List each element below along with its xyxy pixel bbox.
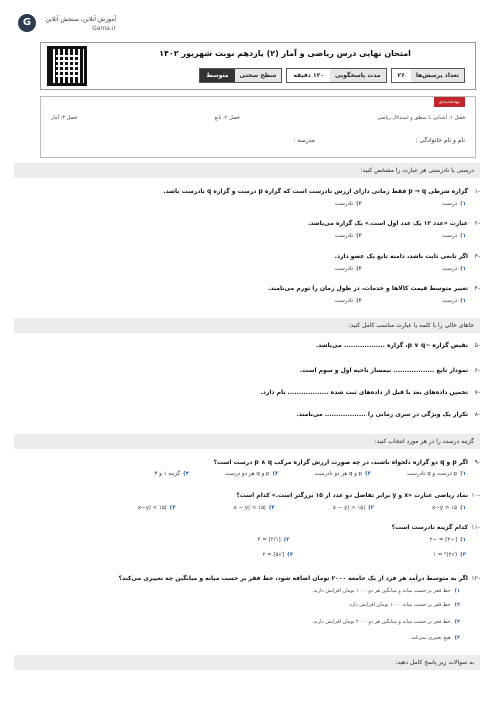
- option-1[interactable]: ۱) [−۲] = −۲: [429, 537, 466, 543]
- budget-info: [40, 96, 476, 158]
- question-text: کدام گزینه نادرست است؟: [391, 524, 468, 531]
- options: [335, 233, 466, 239]
- meta-difficulty: [199, 68, 282, 83]
- question-text: نماد ریاضی عبارت «x و y برابر تفاضل دو عدد از ۱۵ بزرگتر است.» کدام است؟: [236, 492, 468, 499]
- chapter-list: [51, 115, 465, 121]
- option-1[interactable]: ۱) خط فقر بر حسب میانه و میانگین هر دو ۱۰۰۰ تومان افزایش دارند.: [312, 588, 460, 594]
- meta-question-count: [391, 68, 465, 83]
- section-true-false: درستی یا نادرستی هر عبارت را مشخص کنید:: [14, 163, 480, 178]
- options-row-1: [258, 537, 466, 543]
- brand-tagline: آموزش آنلاین، سنجش آنلاین: [45, 16, 116, 23]
- option-1[interactable]: ۱) p درست و q نادرست: [407, 471, 466, 477]
- question-10: [14, 492, 480, 518]
- option-4[interactable]: ۴) گزینه ۱ و ۳: [154, 471, 189, 477]
- option-4[interactable]: ۴) [√۵] = ۲: [262, 552, 294, 558]
- question-number: -۲: [474, 220, 480, 227]
- qr-code-icon[interactable]: [47, 46, 87, 86]
- option-3[interactable]: ۳) |x − y| < ۱۵: [233, 505, 275, 511]
- student-info: [51, 137, 465, 144]
- question-text: تخمین داده‌های بعد یا قبل از داده‌های ثبت شده .................. نام دارد.: [260, 389, 468, 396]
- options: [154, 471, 466, 477]
- question-number: -۷: [474, 389, 480, 396]
- option-1[interactable]: ۱) درست: [442, 266, 466, 272]
- option-2[interactable]: ۲) [۲/۱] = ۲: [257, 537, 290, 543]
- option-2[interactable]: ۲) نادرست: [334, 266, 362, 272]
- question-6: [14, 367, 480, 379]
- gama-logo-icon: G: [18, 14, 36, 32]
- option-4[interactable]: ۴) |x−y| < ۱۵: [137, 505, 176, 511]
- question-text: تکرار یک ویژگی در سری زمانی را .................. می‌نامند.: [296, 411, 468, 418]
- meta-label: تعداد پرسش‌ها: [411, 69, 464, 82]
- section-multiple-choice: گزینه درست را در هر مورد انتخاب کنید:: [14, 434, 480, 449]
- option-1[interactable]: ۱) درست: [442, 201, 466, 207]
- option-2[interactable]: ۲) نادرست: [334, 233, 362, 239]
- question-number: -۳: [474, 253, 480, 260]
- meta-value: متوسط: [200, 69, 234, 82]
- question-number: -۱۲: [471, 575, 480, 582]
- question-8: [14, 411, 480, 423]
- question-12: [14, 575, 480, 647]
- question-text: اگر به متوسط درآمد هر فرد از یک جامعه ۲۰۰۰ تومان اضافه شود، خط فقر بر حسب میانه و میانگین چه تغییری می‌کند؟: [118, 575, 468, 582]
- question-11: [14, 524, 480, 568]
- question-number: -۸: [474, 411, 480, 418]
- meta-duration: [286, 68, 386, 83]
- option-2[interactable]: ۲) |x − y| > ۱۵: [332, 505, 374, 511]
- question-text: تغییر متوسط قیمت کالاها و خدمات، در طول زمان را تورم می‌نامند.: [268, 285, 468, 292]
- options: [335, 201, 466, 207]
- meta-value: ۲۶: [392, 69, 411, 82]
- option-3[interactable]: ۳) خط فقر بر حسب میانه و میانگین هر دو ۲۰۰۰ تومان افزایش دارند.: [312, 619, 460, 625]
- option-1[interactable]: ۱) درست: [442, 298, 466, 304]
- question-9: [14, 459, 480, 485]
- option-3[interactable]: ۳) p و q هر دو درست: [224, 471, 279, 477]
- brand-domain: Gama.ir: [92, 25, 116, 32]
- school-label: مدرسه :: [293, 137, 315, 144]
- question-number: -۹: [474, 459, 480, 466]
- question-number: -۱: [474, 188, 480, 195]
- meta-label: مدت پاسخگویی: [330, 69, 386, 82]
- question-text: اگر p و q دو گزاره دلخواه باشند، در چه صورت ارزش گزاره مرکب p ∧ q درست است؟: [213, 459, 468, 466]
- question-number: -۱۱: [471, 524, 480, 531]
- question-2: [14, 220, 480, 244]
- option-2[interactable]: ۲) خط فقر بر حسب میانه ۱۰۰۰ تومان افزایش دارد.: [347, 602, 460, 608]
- section-fill-blanks: جاهای خالی را با کلمه یا عبارت مناسب کامل کنید:: [14, 318, 480, 333]
- options: [335, 298, 466, 304]
- chapter-item: فصل ۲: تابع: [214, 115, 240, 121]
- exam-header: [40, 42, 476, 90]
- option-4[interactable]: ۴) هیچ تغییری نمی‌کند.: [410, 635, 460, 641]
- options: [138, 505, 466, 511]
- brand-logo: [16, 12, 116, 38]
- option-1[interactable]: ۱) x−y > ۱۵: [431, 505, 466, 511]
- meta-label: سطح سختی: [235, 69, 282, 82]
- option-2[interactable]: ۲) نادرست: [334, 201, 362, 207]
- question-text: عبارت «عدد ۱۲ یک عدد اول است.» یک گزاره می‌باشد.: [307, 220, 468, 227]
- options: [335, 266, 466, 272]
- question-5: [14, 342, 480, 354]
- question-text: گزاره شرطی p ⇒ q فقط زمانی دارای ارزش نادرست است که گزاره p درست و گزاره q نادرست باشد.: [163, 188, 468, 195]
- question-4: [14, 285, 480, 309]
- name-label: نام و نام خانوادگی :: [415, 137, 465, 144]
- exam-title: امتحان نهایی درس ریاضی و آمار (۲) یازدهم نوبت شهریور ۱۴۰۲: [159, 49, 411, 58]
- question-number: -۵: [474, 342, 480, 349]
- question-number: -۴: [474, 285, 480, 292]
- option-3[interactable]: ۳) (√۲)² = ۱: [433, 552, 466, 558]
- question-text: نمودار تابع .................. نیمساز ناحیه اول و سوم است.: [299, 367, 468, 374]
- question-text: اگر تابعی ثابت باشد، دامنه تابع یک عضو دارد.: [334, 253, 468, 260]
- question-number: -۱۰: [471, 492, 480, 499]
- options-row-2: [262, 552, 466, 558]
- question-7: [14, 389, 480, 401]
- option-1[interactable]: ۱) درست: [442, 233, 466, 239]
- chapter-item: فصل ۳: آمار: [51, 115, 78, 121]
- meta-value: ۱۲۰ دقیقه: [287, 69, 330, 82]
- budget-tag: بودجه‌بندی: [434, 97, 465, 107]
- question-number: -۶: [474, 367, 480, 374]
- exam-meta: [199, 68, 465, 83]
- section-full-answer: به سوالات زیر پاسخ کامل دهید:: [14, 655, 480, 670]
- option-2[interactable]: ۲) نادرست: [334, 298, 362, 304]
- chapter-item: فصل ۱: آشنایی با منطق و استدلال ریاضی: [377, 115, 465, 121]
- option-2[interactable]: ۲) p و q هر دو نادرست: [314, 471, 372, 477]
- question-1: [14, 188, 480, 212]
- question-3: [14, 253, 480, 277]
- question-text: نقیض گزاره ~p ∨ q، گزاره .................. می‌باشد.: [315, 342, 468, 349]
